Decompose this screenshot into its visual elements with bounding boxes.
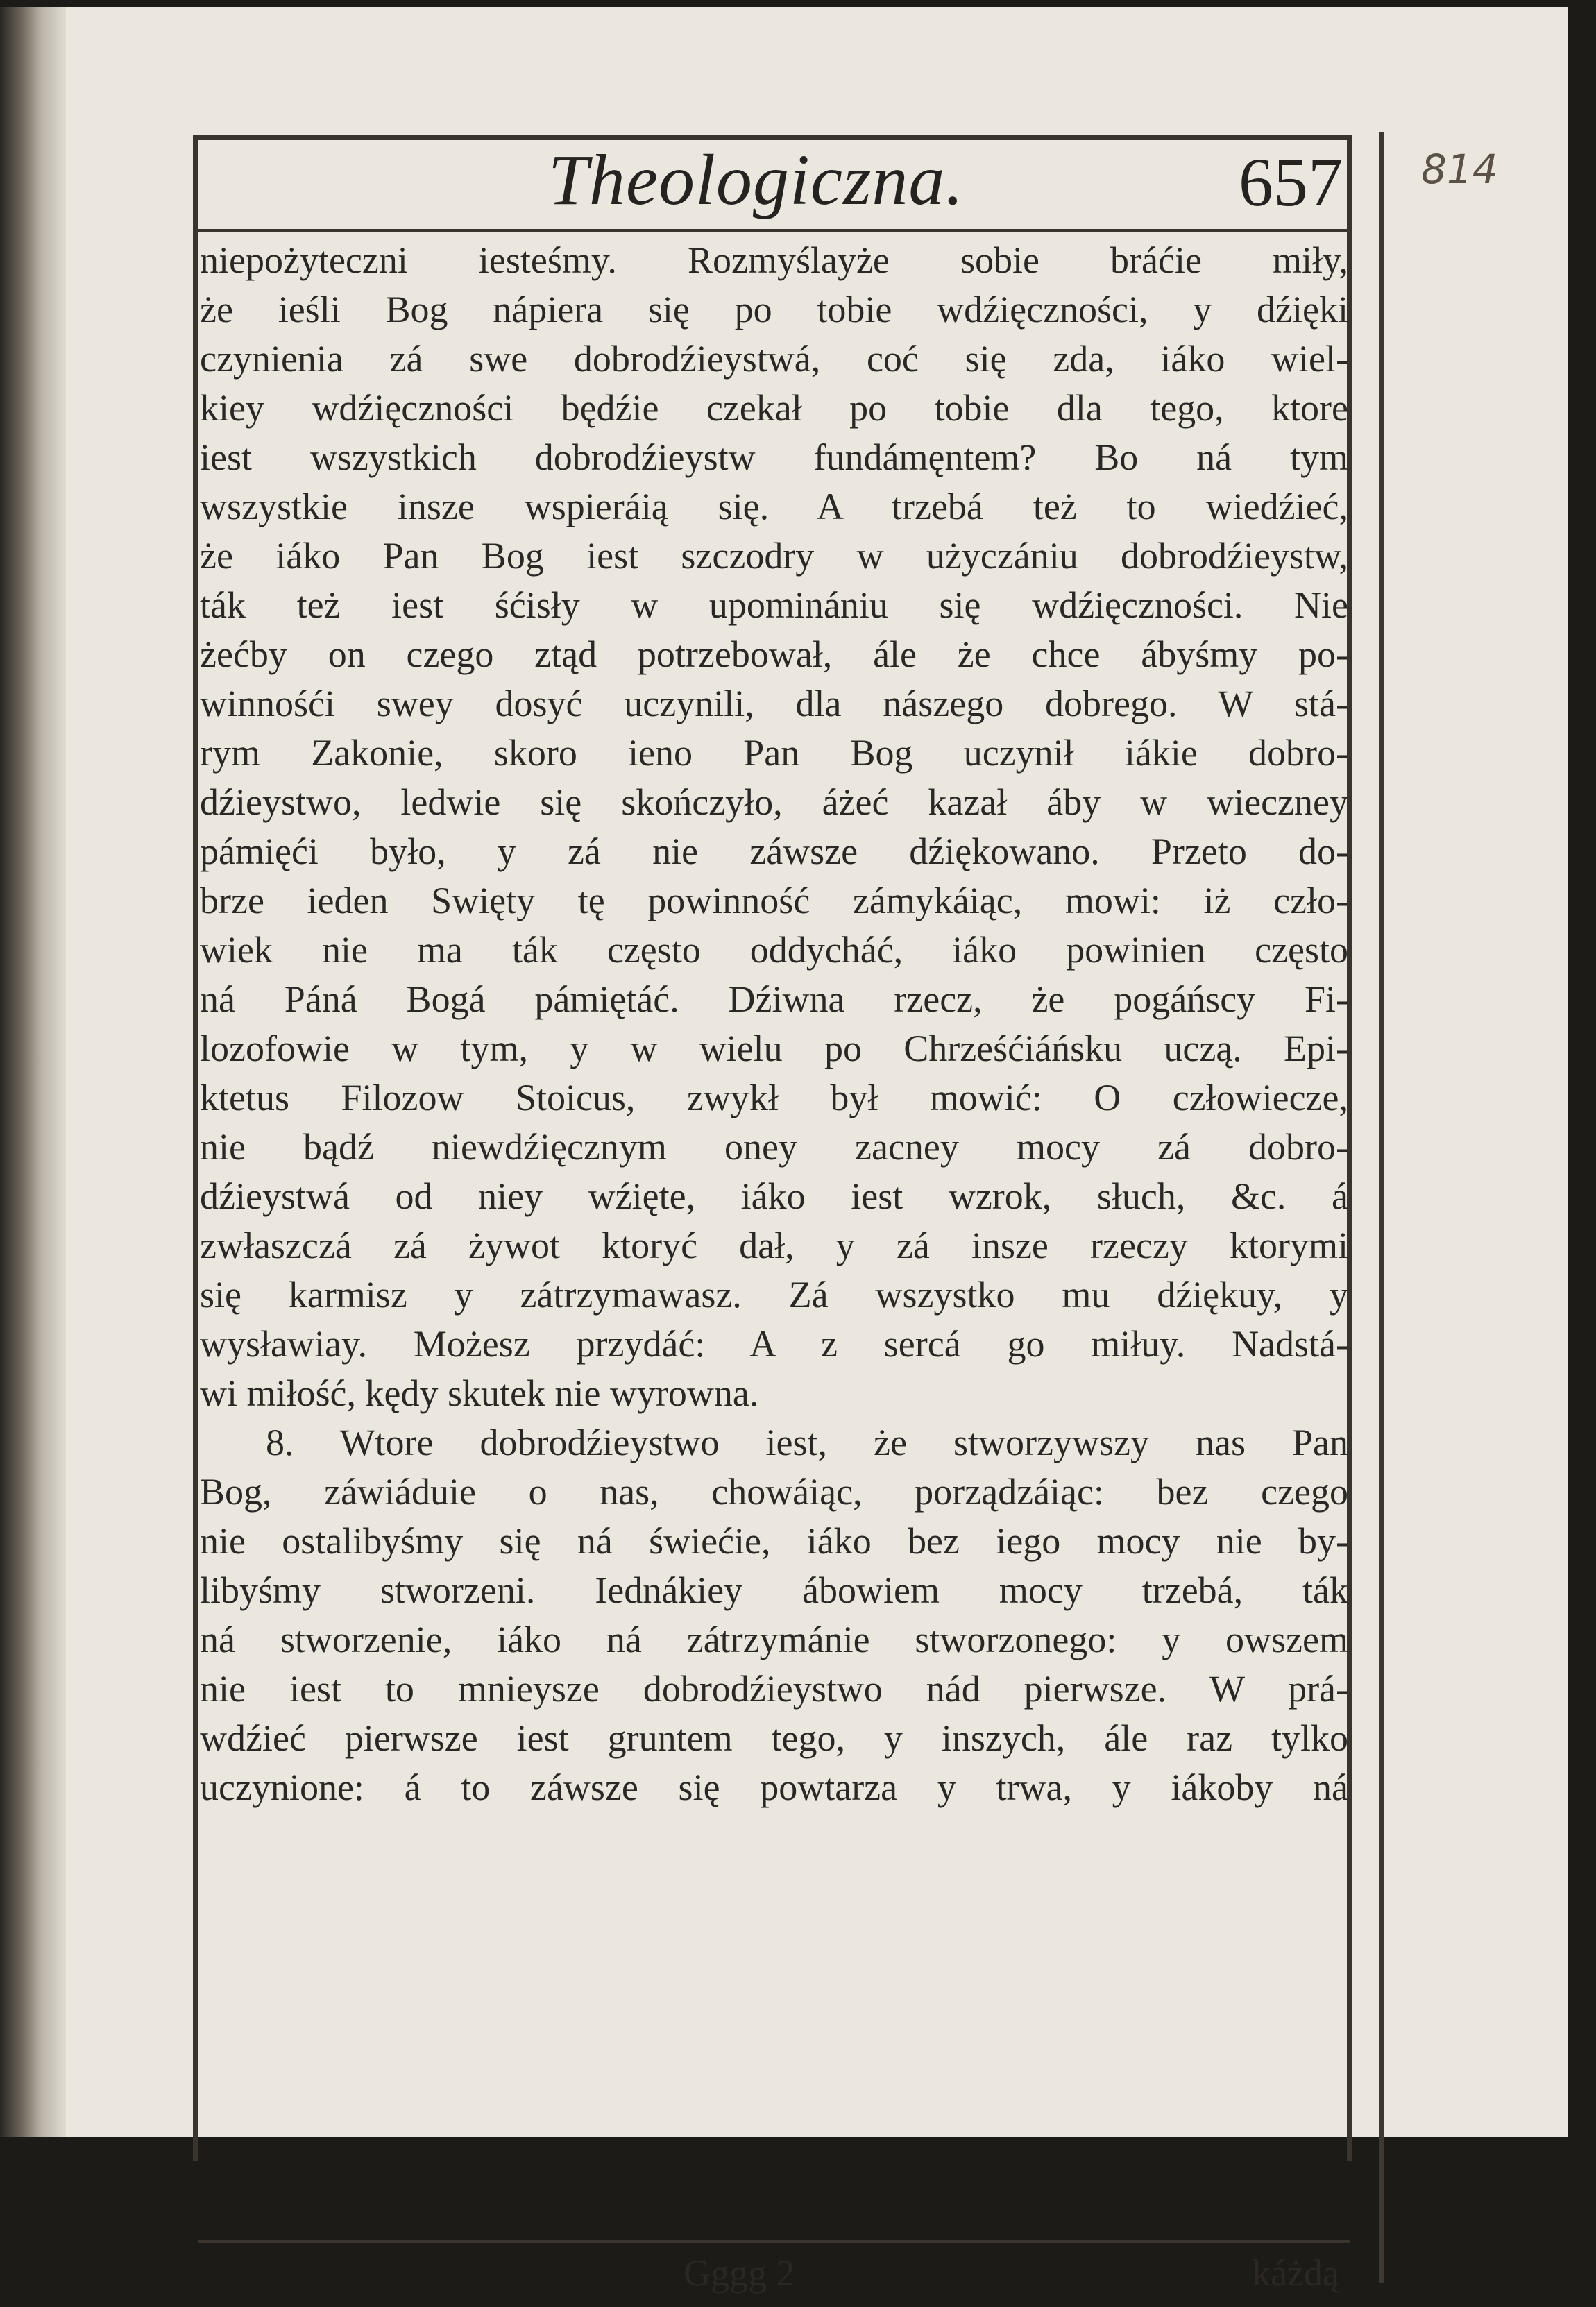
text-body [200, 236, 1348, 2123]
text-line: nie iest to mnieysze dobrodźieystwo nád pierwsze. W prá- [200, 1668, 1348, 1710]
text-line: że iáko Pan Bog iest szczodry w użyczániu dobrodźieystw, [200, 535, 1348, 577]
text-line: Bog, záwiáduie o nas, chowáiąc, porządzáiąc: bez czego [200, 1471, 1348, 1513]
text-line: żećby on czego ztąd potrzebował, ále że chce ábyśmy po- [200, 633, 1348, 675]
text-line: zwłaszczá zá żywot ktoryć dał, y zá insze rzeczy ktorymi [200, 1225, 1348, 1266]
signature-mark: Gggg 2 [684, 2252, 795, 2294]
text-line: wszystkie insze wspieráią się. A trzebá też to wiedźieć, [200, 486, 1348, 527]
header-rule [198, 229, 1350, 232]
text-line: wysławiay. Możesz przydáć: A z sercá go miłuy. Nadstá- [200, 1323, 1348, 1365]
text-line: ták też iest śćisły w upominániu się wdźięczności. Nie [200, 584, 1348, 626]
text-line: kiey wdźięczności będźie czekał po tobie dla tego, ktore [200, 387, 1348, 429]
text-line: 8. Wtore dobrodźieystwo iest, że stworzywszy nas Pan [266, 1422, 1348, 1463]
text-line: ktetus Filozow Stoicus, zwykł był mowić: O człowiecze, [200, 1077, 1348, 1118]
text-line: lozofowie w tym, y w wielu po Chrześćiáńsku uczą. Epi- [200, 1028, 1348, 1069]
text-line: wiek nie ma ták często oddycháć, iáko powinien często [200, 929, 1348, 971]
text-line: libyśmy stworzeni. Iednákiey ábowiem mocy trzebá, ták [200, 1569, 1348, 1611]
page-gutter [0, 7, 66, 2137]
text-line: rym Zakonie, skoro ieno Pan Bog uczynił iákie dobro- [200, 732, 1348, 774]
text-line: wdźieć pierwsze iest gruntem tego, y inszych, ále raz tylko [200, 1717, 1348, 1759]
text-line: dźieystwá od niey wźięte, iáko iest wzrok, słuch, &c. á [200, 1175, 1348, 1217]
running-head: Theologiczna. [548, 140, 965, 220]
page-number: 657 [1239, 144, 1343, 221]
text-line: winnośći swey dosyć uczynili, dla nászego dobrego. W stá- [200, 683, 1348, 724]
text-line: że ieśli Bog nápiera się po tobie wdźięczności, y dźięki [200, 289, 1348, 330]
handwritten-folio-number: 814 [1421, 146, 1498, 193]
text-line: ná stworzenie, iáko ná zátrzymánie stworzonego: y owszem [200, 1619, 1348, 1660]
catchword: káżdą [1252, 2252, 1339, 2294]
text-line: iest wszystkich dobrodźieystw fundámęntem? Bo ná tym [200, 436, 1348, 478]
text-line: dźieystwo, ledwie się skończyło, áżeć kazał áby w wieczney [200, 781, 1348, 823]
text-line: się karmisz y zátrzymawasz. Zá wszystko mu dźiękuy, y [200, 1274, 1348, 1316]
text-line: brze ieden Swięty tę powinność zámykáiąc, mowi: iż czło- [200, 880, 1348, 921]
text-line: wi miłość, kędy skutek nie wyrowna. [200, 1372, 759, 1414]
text-line: uczynione: á to záwsze się powtarza y trwa, y iákoby ná [200, 1767, 1348, 1808]
text-line: nie ostalibyśmy się ná świećie, iáko bez iego mocy nie by- [200, 1520, 1348, 1562]
text-line: niepożyteczni iesteśmy. Rozmyślayże sobie bráćie miły, [200, 239, 1348, 281]
text-line: ná Páná Bogá pámiętáć. Dźiwna rzecz, że pogáńscy Fi- [200, 978, 1348, 1020]
margin-rule [1379, 132, 1384, 2283]
text-line: nie bądź niewdźięcznym oney zacney mocy zá dobro- [200, 1126, 1348, 1168]
text-line: czynienia zá swe dobrodźieystwá, coć się zda, iáko wiel- [200, 338, 1348, 380]
text-line: pámięći było, y zá nie záwsze dźiękowano. Przeto do- [200, 831, 1348, 872]
footer-rule [198, 2240, 1350, 2243]
